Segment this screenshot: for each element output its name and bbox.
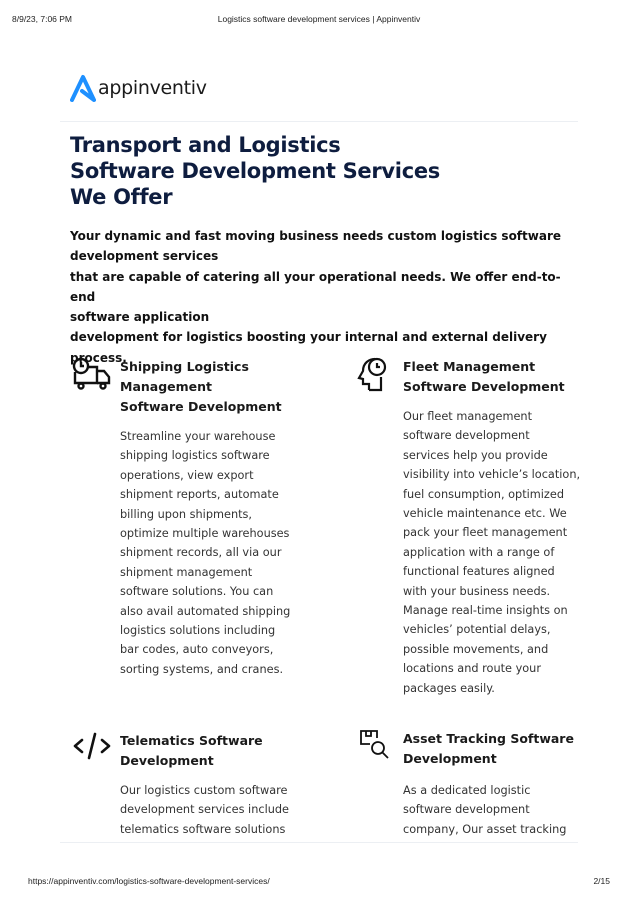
- title-line: Management: [120, 379, 213, 394]
- logo-icon: [70, 74, 96, 102]
- service-description: [403, 407, 580, 698]
- description-line: visibility into vehicle’s location,: [403, 468, 581, 482]
- description-line: shipping logistics software: [120, 449, 270, 463]
- description-line: operations, view export: [120, 468, 254, 482]
- description-line: company, Our asset tracking: [403, 822, 567, 836]
- print-title: Logistics software development services | Appinventiv: [217, 14, 421, 24]
- delivery-truck-clock-icon: [72, 357, 112, 393]
- title-line: Shipping Logistics: [120, 359, 249, 374]
- description-line: fuel consumption, optimized: [403, 487, 564, 501]
- description-line: telematics software solutions: [120, 822, 286, 836]
- title-line: Fleet Management: [403, 359, 536, 374]
- appinventiv-logo[interactable]: [70, 74, 207, 102]
- description-line: shipment records, all via our: [120, 546, 282, 560]
- title-line: Development: [120, 753, 214, 768]
- description-line: services help you provide: [403, 448, 548, 462]
- description-line: As a dedicated logistic: [403, 784, 531, 797]
- description-line: software development: [403, 429, 530, 443]
- description-line: Manage real-time insights on: [403, 604, 568, 618]
- page-title: [70, 132, 440, 210]
- title-line: We Offer: [70, 185, 173, 209]
- service-title: [403, 357, 565, 397]
- description-line: functional features aligned: [403, 565, 555, 579]
- description-line: logistics solutions including: [120, 624, 276, 638]
- description-line: development services include: [120, 803, 289, 817]
- intro-line: that are capable of catering all your operational needs. We offer end-to-end: [70, 269, 561, 304]
- description-line: vehicle maintenance etc. We: [403, 507, 567, 521]
- description-line: shipment management: [120, 565, 253, 579]
- description-line: billing upon shipments,: [120, 507, 253, 521]
- print-datetime: 8/9/23, 7:06 PM: [12, 14, 73, 24]
- page-number: 2/15: [593, 876, 610, 886]
- intro-line: Your dynamic and fast moving business needs custom logistics software: [70, 229, 562, 243]
- description-line: vehicles’ potential delays,: [403, 623, 551, 637]
- description-line: software solutions. You can: [120, 585, 274, 599]
- intro-line: software application: [70, 310, 210, 325]
- description-line: Streamline your warehouse: [120, 430, 276, 443]
- description-line: pack your fleet management: [403, 526, 568, 540]
- service-description: [403, 781, 566, 839]
- description-line: software development: [403, 803, 530, 817]
- title-line: Software Development: [403, 379, 565, 394]
- description-line: Our logistics custom software: [120, 784, 288, 797]
- description-line: optimize multiple warehouses: [120, 527, 290, 541]
- code-icon: [72, 731, 112, 761]
- description-line: also avail automated shipping: [120, 604, 291, 618]
- description-line: Our fleet management: [403, 410, 532, 423]
- package-search-icon: [358, 729, 398, 763]
- service-description: [120, 427, 290, 679]
- service-title: [120, 357, 282, 417]
- intro-line: development services: [70, 249, 219, 264]
- service-title: [120, 731, 263, 771]
- service-description: [120, 781, 289, 839]
- description-line: packages easily.: [403, 681, 495, 695]
- divider: [60, 842, 578, 843]
- logo-text: appinventiv: [98, 77, 207, 99]
- description-line: sorting systems, and cranes.: [120, 662, 284, 676]
- description-line: with your business needs.: [403, 584, 551, 598]
- description-line: possible movements, and: [403, 642, 549, 656]
- title-line: Asset Tracking Software: [403, 731, 574, 746]
- title-line: Transport and Logistics: [70, 133, 341, 157]
- title-line: Telematics Software: [120, 733, 263, 748]
- description-line: shipment reports, automate: [120, 488, 279, 502]
- description-line: locations and route your: [403, 662, 541, 676]
- head-clock-icon: [355, 357, 395, 393]
- description-line: application with a range of: [403, 545, 555, 559]
- divider: [60, 121, 578, 122]
- title-line: Software Development Services: [70, 159, 440, 183]
- title-line: Software Development: [120, 399, 282, 414]
- description-line: bar codes, auto conveyors,: [120, 643, 274, 657]
- print-url: https://appinventiv.com/logistics-software-development-services/: [28, 876, 270, 886]
- service-title: [403, 729, 574, 769]
- intro-line: development for logistics boosting your internal and external delivery process.: [70, 330, 547, 365]
- title-line: Development: [403, 751, 497, 766]
- intro-paragraph: [70, 226, 570, 368]
